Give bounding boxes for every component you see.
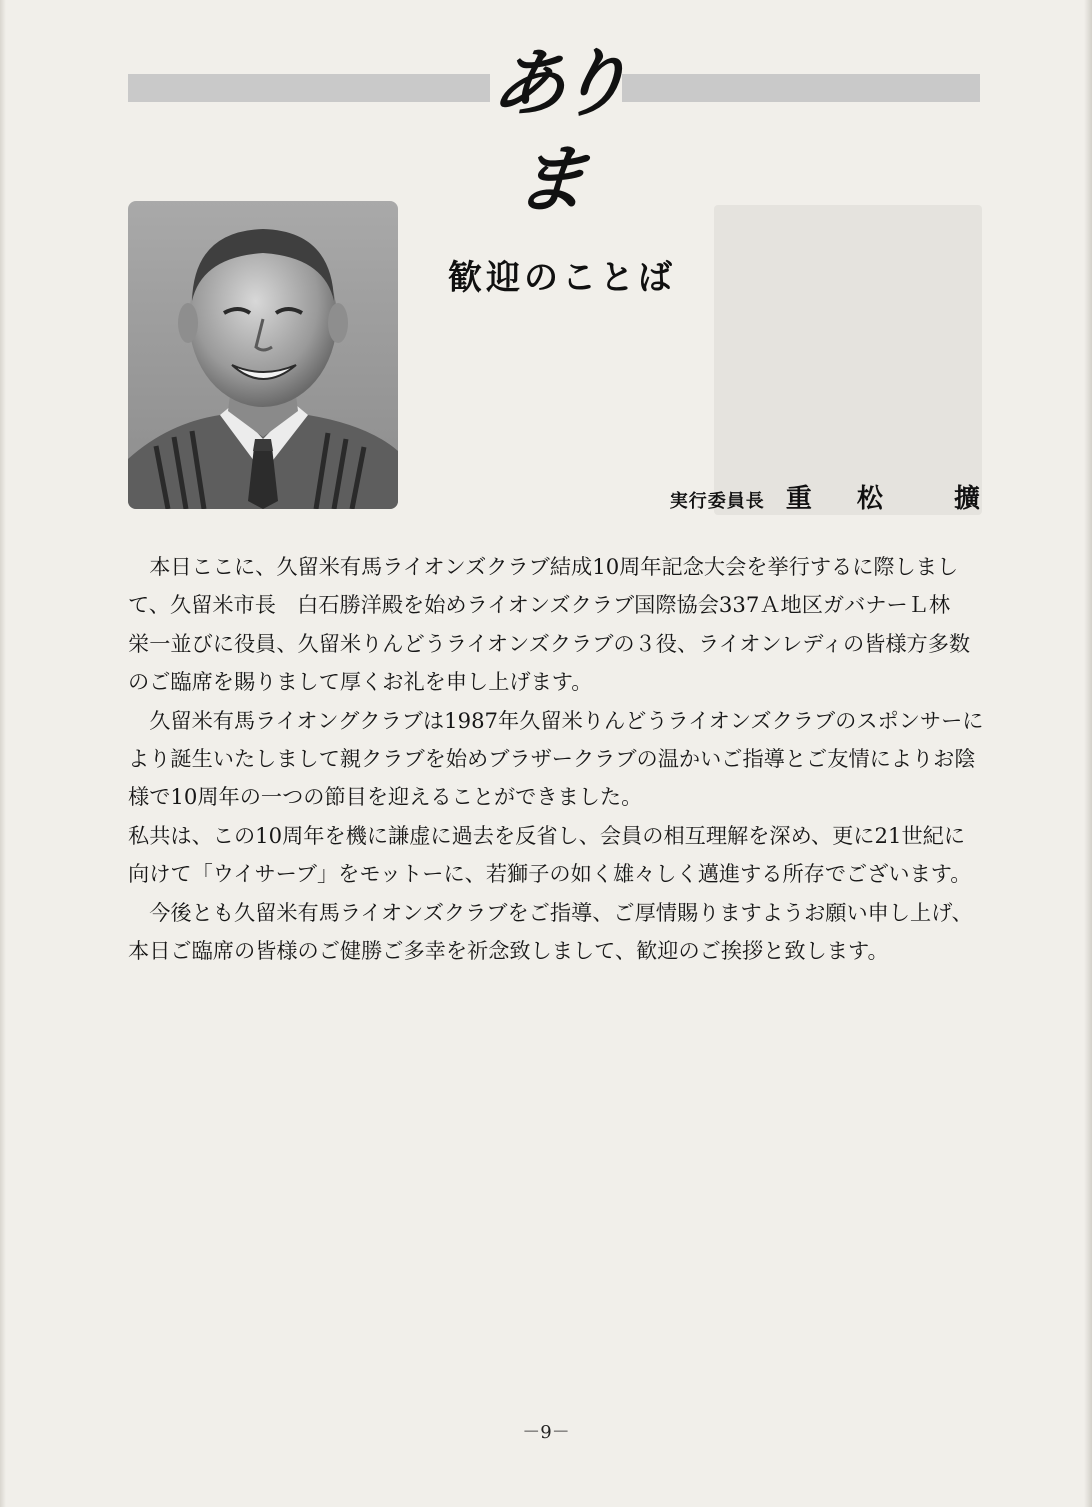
body-text <box>128 548 984 970</box>
page-number: －9－ <box>522 1422 570 1443</box>
page-edge <box>0 0 6 1507</box>
signature-name-char: 重 <box>785 484 812 514</box>
signature <box>560 478 980 515</box>
paragraph: 本日ここに、久留米有馬ライオンズクラブ結成10周年記念大会を挙行するに際しまして、久留米市長 白石勝洋殿を始めライオンズクラブ国際協会337Ａ地区ガバナーＬ林 栄一並びに役員、久留米りんどうライオンズクラブの３役、ライオンレディの皆様方多数のご臨席を賜りまして厚くお礼を申し上げます。 <box>128 554 972 695</box>
portrait-photo <box>128 201 398 509</box>
paragraph: 久留米有馬ライオングクラブは1987年久留米りんどうライオンズクラブのスポンサーにより誕生いたしまして親クラブを始めブラザークラブの温かいご指導とご友情によりお陰様で10周年の一つの節目を迎えることができました。 <box>128 707 984 810</box>
header-bar-right <box>622 74 980 102</box>
page-edge <box>1084 0 1092 1507</box>
signature-name-char: 松 <box>856 484 883 514</box>
signature-name <box>786 484 980 514</box>
paragraph: 今後とも久留米有馬ライオンズクラブをご指導、ご厚情賜りますようお願い申し上げ、本日ご臨席の皆様のご健勝ご多幸を祈念致しまして、歓迎のご挨拶と致します。 <box>128 899 973 964</box>
paragraph: 私共は、この10周年を機に謙虚に過去を反省し、会員の相互理解を深め、更に21世紀に向けて「ウイサーブ」をモットーに、若獅子の如く雄々しく邁進する所存でございます。 <box>128 822 972 887</box>
show-through-panel <box>714 205 982 515</box>
header-bar-left <box>128 74 490 102</box>
page-title: 歓迎のことば <box>448 258 676 298</box>
signature-role: 実行委員長 <box>669 491 765 512</box>
portrait-illustration <box>128 201 398 509</box>
header-logo: ありま <box>487 41 625 223</box>
signature-name-char: 擴 <box>953 484 980 514</box>
